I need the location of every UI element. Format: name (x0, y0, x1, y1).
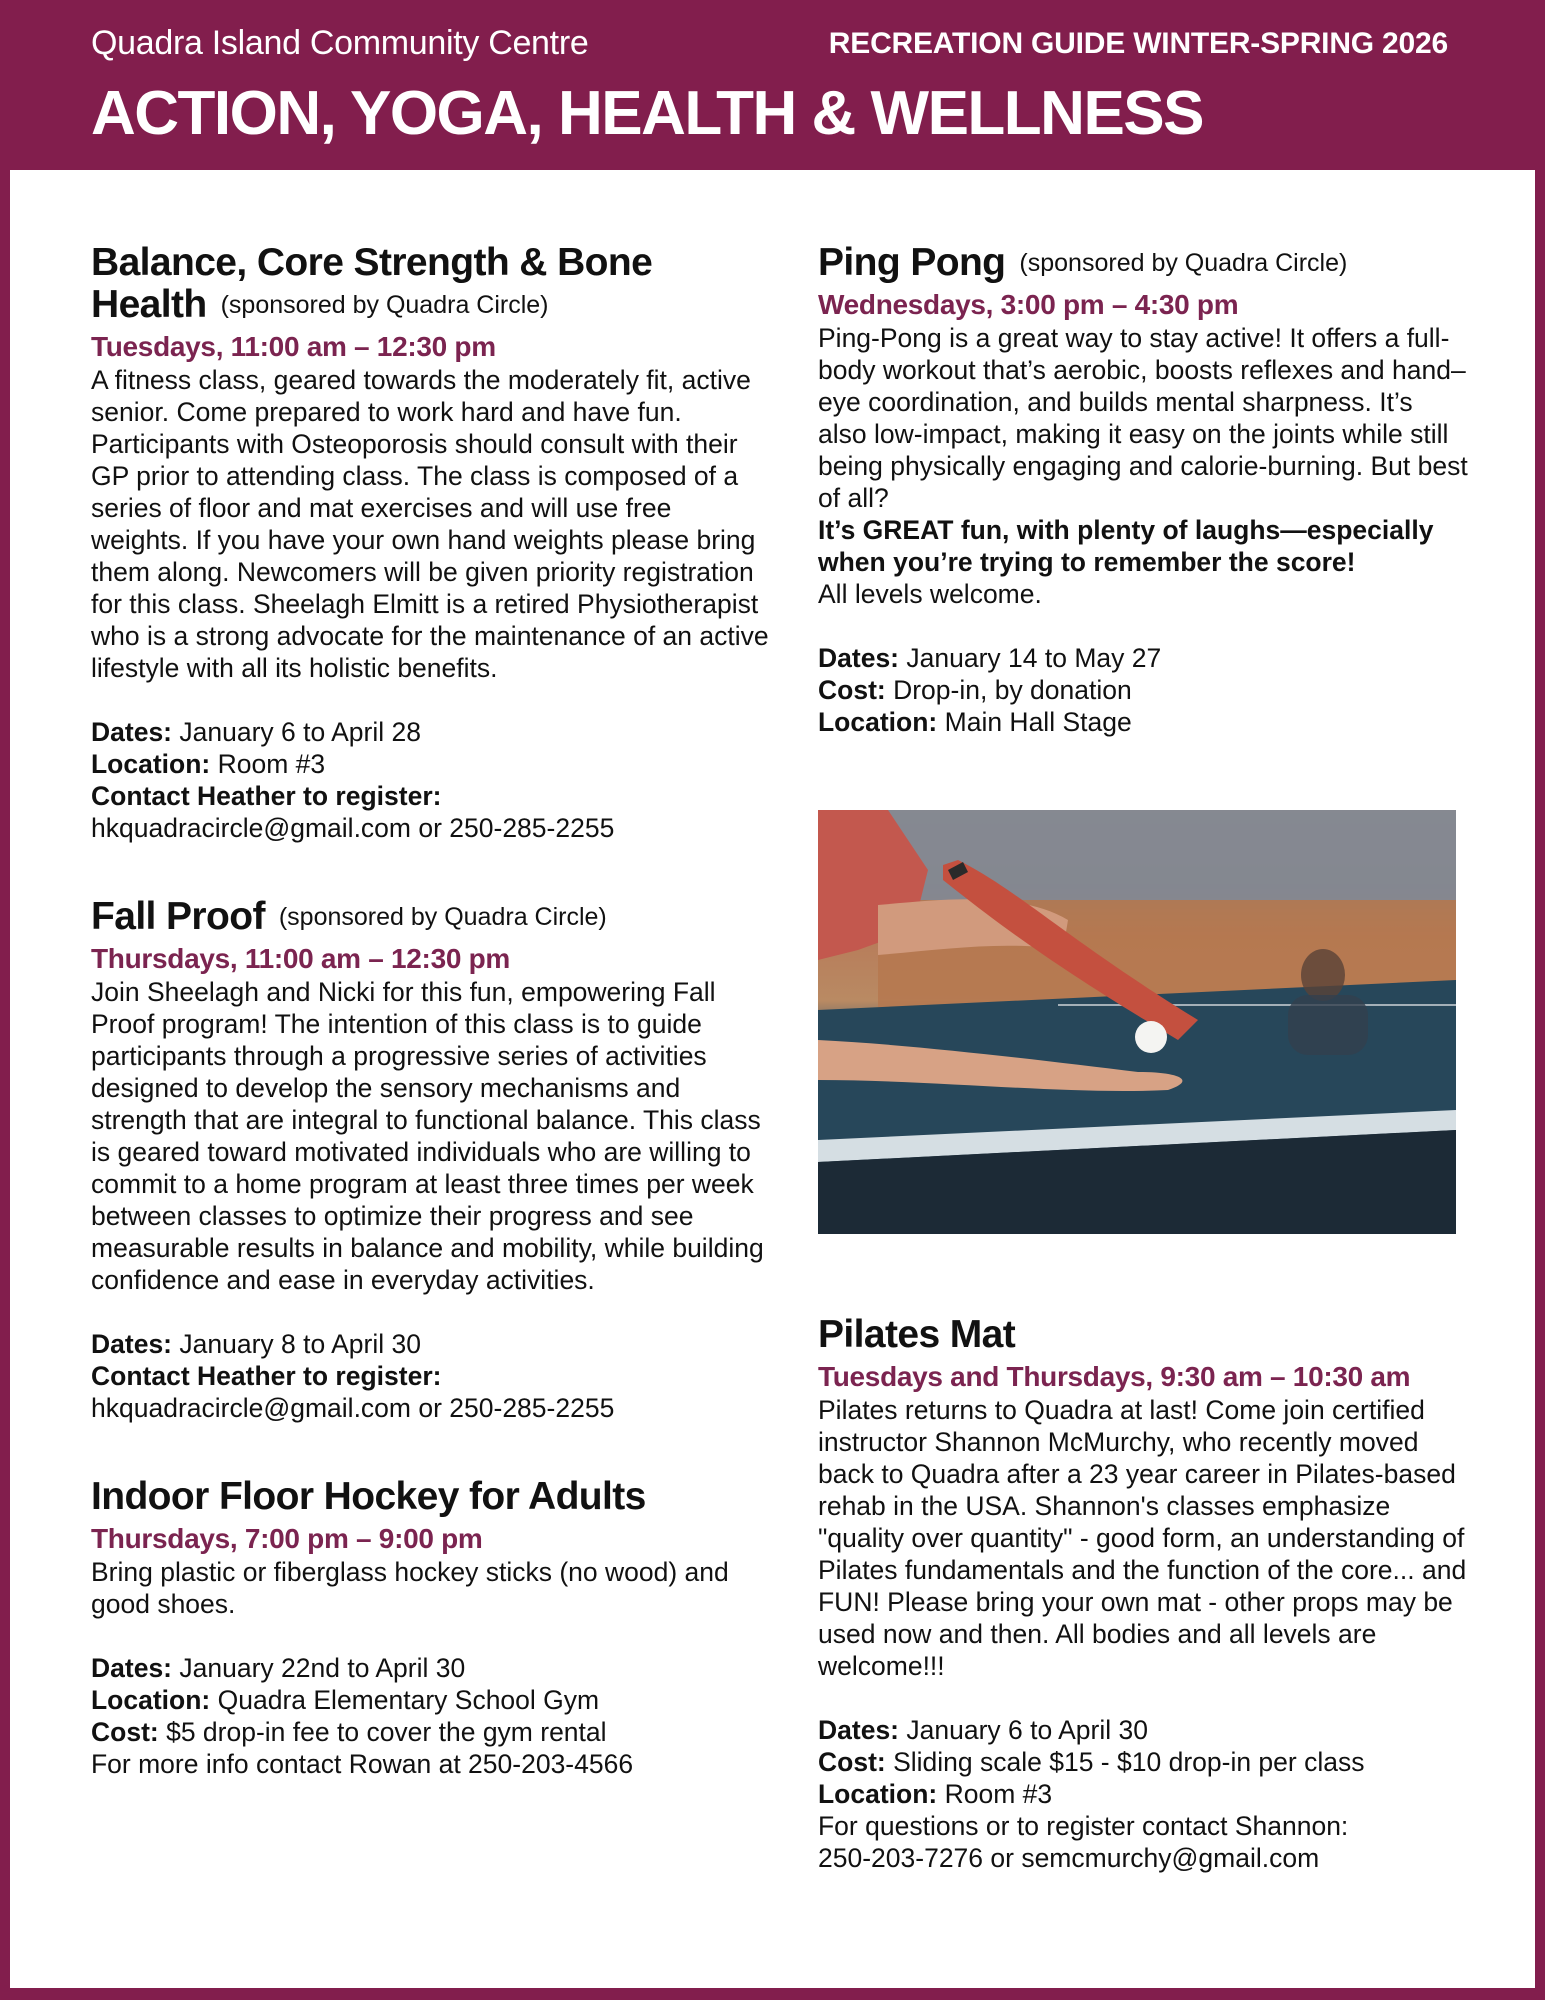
sponsor-note: (sponsored by Quadra Circle) (1019, 249, 1348, 277)
cost-line: Cost: Sliding scale $15 - $10 drop-in per class (818, 1747, 1365, 1777)
program-schedule: Thursdays, 11:00 am – 12:30 pm (91, 943, 510, 974)
location-line: Location: Room #3 (818, 1779, 1053, 1809)
left-column (91, 242, 771, 1780)
program-schedule: Tuesdays, 11:00 am – 12:30 pm (91, 331, 496, 362)
contact-line: For questions or to register contact Shannon: (818, 1811, 1349, 1841)
info-line: For more info contact Rowan at 250-203-4566 (91, 1749, 634, 1779)
program-title: Ping Pong (sponsored by Quadra Circle) (818, 241, 1348, 284)
hockey-program (91, 1476, 771, 1780)
program-title: Balance, Core Strength & Bone Health (sponsored by Quadra Circle) (91, 241, 653, 326)
program-description: A fitness class, geared towards the moderately fit, active senior. Come prepared to work hard and have fun. Participants with Osteoporosis should consult with their GP prior to attending class. The class is composed of a series of floor and mat exercises and will use free weights. If you have your own hand weights please bring them along. Newcomers will be given priority registration for this class. Sheelagh Elmitt is a retired Physiotherapist who is a strong advocate for the maintenance of an active lifestyle with all its holistic benefits. (91, 365, 769, 683)
contact-line: hkquadracircle@gmail.com or 250-285-2255 (91, 1393, 615, 1423)
program-title: Indoor Floor Hockey for Adults (91, 1475, 646, 1518)
contact-details: 250-203-7276 or semcmurchy@gmail.com (818, 1843, 1320, 1873)
dates-line: Dates: January 14 to May 27 (818, 643, 1162, 673)
ping-pong-photo (818, 810, 1456, 1234)
balance-program (91, 242, 771, 844)
program-title: Fall Proof (sponsored by Quadra Circle) (91, 895, 607, 938)
sponsor-note: (sponsored by Quadra Circle) (278, 903, 607, 931)
cost-line: Cost: Drop-in, by donation (818, 675, 1132, 705)
program-schedule: Tuesdays and Thursdays, 9:30 am – 10:30 am (818, 1361, 1411, 1392)
dates-line: Dates: January 6 to April 30 (818, 1715, 1148, 1745)
program-highlight: It’s GREAT fun, with plenty of laughs—especially when you’re trying to remember the score! (818, 515, 1434, 577)
program-description: Join Sheelagh and Nicki for this fun, empowering Fall Proof program! The intention of this class is to guide participants through a progressive series of activities designed to develop the sensory mechanisms and strength that are integral to functional balance. This class is geared toward motivated individuals who are willing to commit to a home program at least three times per week between classes to optimize their progress and see measurable results in balance and mobility, while building confidence and ease in everyday activities. (91, 977, 764, 1295)
program-description: Bring plastic or fiberglass hockey sticks (no wood) and good shoes. (91, 1557, 729, 1619)
section-title: ACTION, YOGA, HEALTH & WELLNESS (91, 79, 1204, 148)
dates-line: Dates: January 8 to April 30 (91, 1329, 421, 1359)
dates-line: Dates: January 22nd to April 30 (91, 1653, 466, 1683)
dates-line: Dates: January 6 to April 28 (91, 717, 421, 747)
program-schedule: Wednesdays, 3:00 pm – 4:30 pm (818, 289, 1239, 320)
levels-note: All levels welcome. (818, 579, 1042, 609)
contact-label: Contact Heather to register: (91, 1361, 442, 1391)
organization-name: Quadra Island Community Centre (91, 24, 589, 62)
location-line: Location: Quadra Elementary School Gym (91, 1685, 600, 1715)
program-schedule: Thursdays, 7:00 pm – 9:00 pm (91, 1523, 483, 1554)
fallproof-program (91, 896, 771, 1424)
program-title: Pilates Mat (818, 1313, 1016, 1356)
location-line: Location: Room #3 (91, 749, 326, 779)
pilates-program (818, 1314, 1468, 1874)
cost-line: Cost: $5 drop-in fee to cover the gym rental (91, 1717, 607, 1747)
right-column (818, 242, 1468, 1874)
guide-title: RECREATION GUIDE WINTER-SPRING 2026 (828, 27, 1448, 60)
program-description: Ping-Pong is a great way to stay active! It offers a full-body workout that’s aerobic, boosts reflexes and hand–eye coordination, and builds mental sharpness. It’s also low-impact, making it easy on the joints while still being physically engaging and calorie-burning. But best of all? (818, 323, 1468, 513)
sponsor-note: (sponsored by Quadra Circle) (220, 291, 549, 319)
content-area (10, 170, 1535, 1988)
contact-line: hkquadracircle@gmail.com or 250-285-2255 (91, 813, 615, 843)
program-description: Pilates returns to Quadra at last! Come join certified instructor Shannon McMurchy, who recently moved back to Quadra after a 23 year career in Pilates-based rehab in the USA. Shannon's classes emphasize "quality over quantity" - good form, an understanding of Pilates fundamentals and the function of the core... and FUN! Please bring your own mat - other props may be used now and then. All bodies and all levels are welcome!!! (818, 1395, 1467, 1681)
location-line: Location: Main Hall Stage (818, 707, 1132, 737)
header-band (0, 0, 1545, 170)
pingpong-program (818, 242, 1468, 738)
ping-pong-illustration (818, 810, 1456, 1234)
contact-label: Contact Heather to register: (91, 781, 442, 811)
